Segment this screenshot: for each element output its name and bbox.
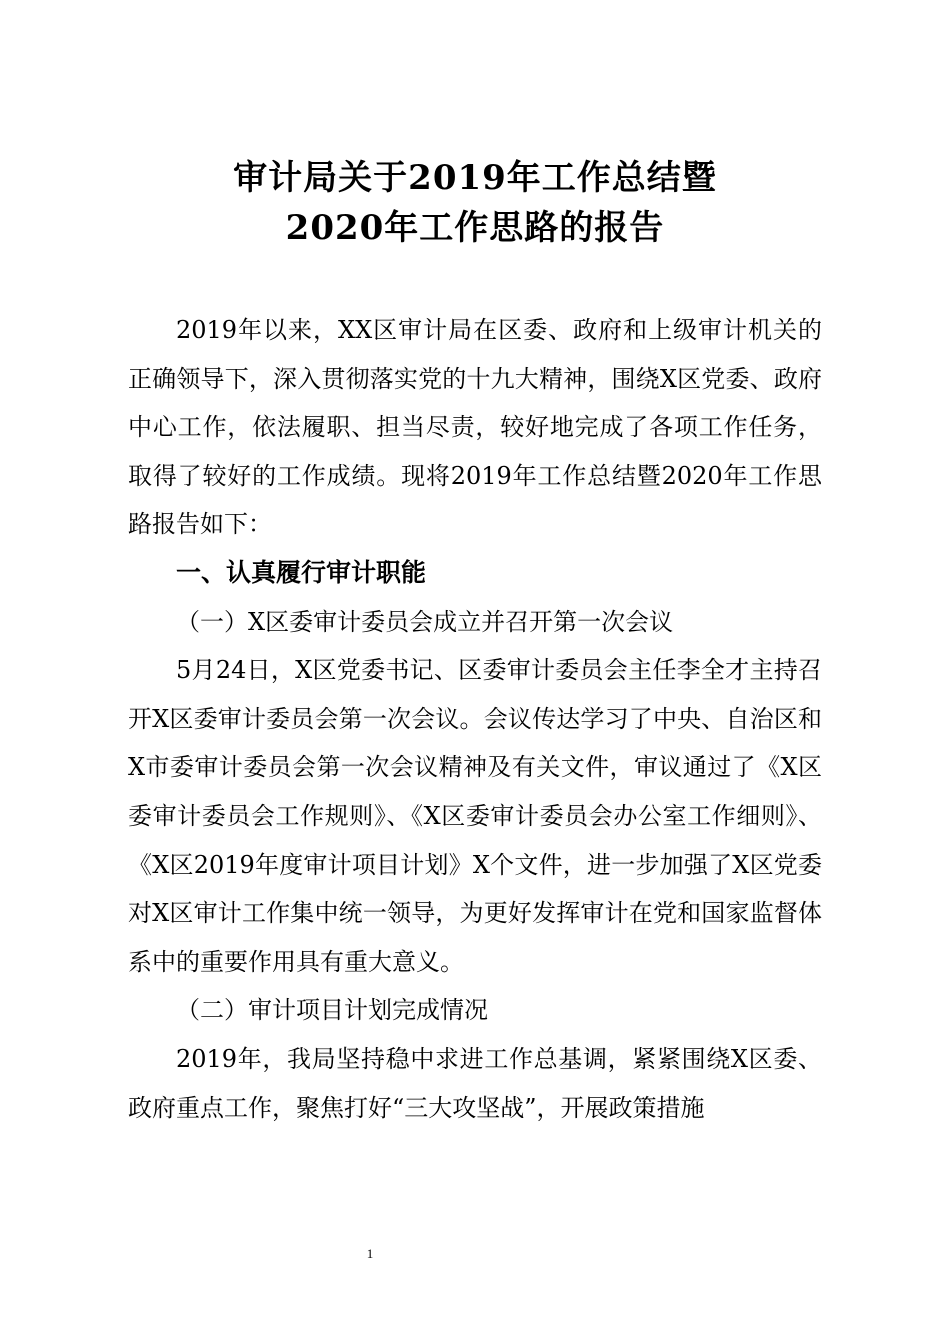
intro-paragraph: 2019年以来，XX区审计局在区委、政府和上级审计机关的正确领导下，深入贯彻落实党的十九大精神，围绕X区党委、政府中心工作，依法履职、担当尽责，较好地完成了各项工作任务， 取得了较好的工作成绩。现将2019年工作总结暨2020年工作思路报告如下： <box>128 316 822 539</box>
page-number: 1 <box>366 1246 374 1261</box>
subsection2-paragraph: 2019年，我局坚持稳中求进工作总基调，紧紧围绕X区委、政府重点工作，聚焦打好“三大攻坚战”，开展政策措施 <box>128 1044 822 1122</box>
document-title-line2: 2020年工作思路的报告 <box>285 208 665 248</box>
subsection1-heading: （一）X区委审计委员会成立并召开第一次会议 <box>176 607 674 636</box>
document-title-line1: 审计局关于2019年工作总结暨 <box>233 158 717 198</box>
section1-heading: 一、认真履行审计职能 <box>176 557 427 587</box>
document-body <box>128 306 822 1132</box>
subsection1-paragraph: 5月24日，X区党委书记、区委审计委员会主任李全才主持召开X区委审计委员会第一次会议。会议传达学习了中央、自治区和X市委审计委员会第一次会议精神及有关文件，审议通过了《X区委审计委员会工作规则》、《X区委审计委员会办公室工作细则》、《X区2019年度审计项目计划》X个文件，进一步加强了X区党委对X区审计工作集中统一领导，为更好发挥审计在党和国家监督体系中的重要作用具有重大意义。 <box>128 656 822 976</box>
subsection2-heading: （二）审计项目计划完成情况 <box>176 996 488 1025</box>
